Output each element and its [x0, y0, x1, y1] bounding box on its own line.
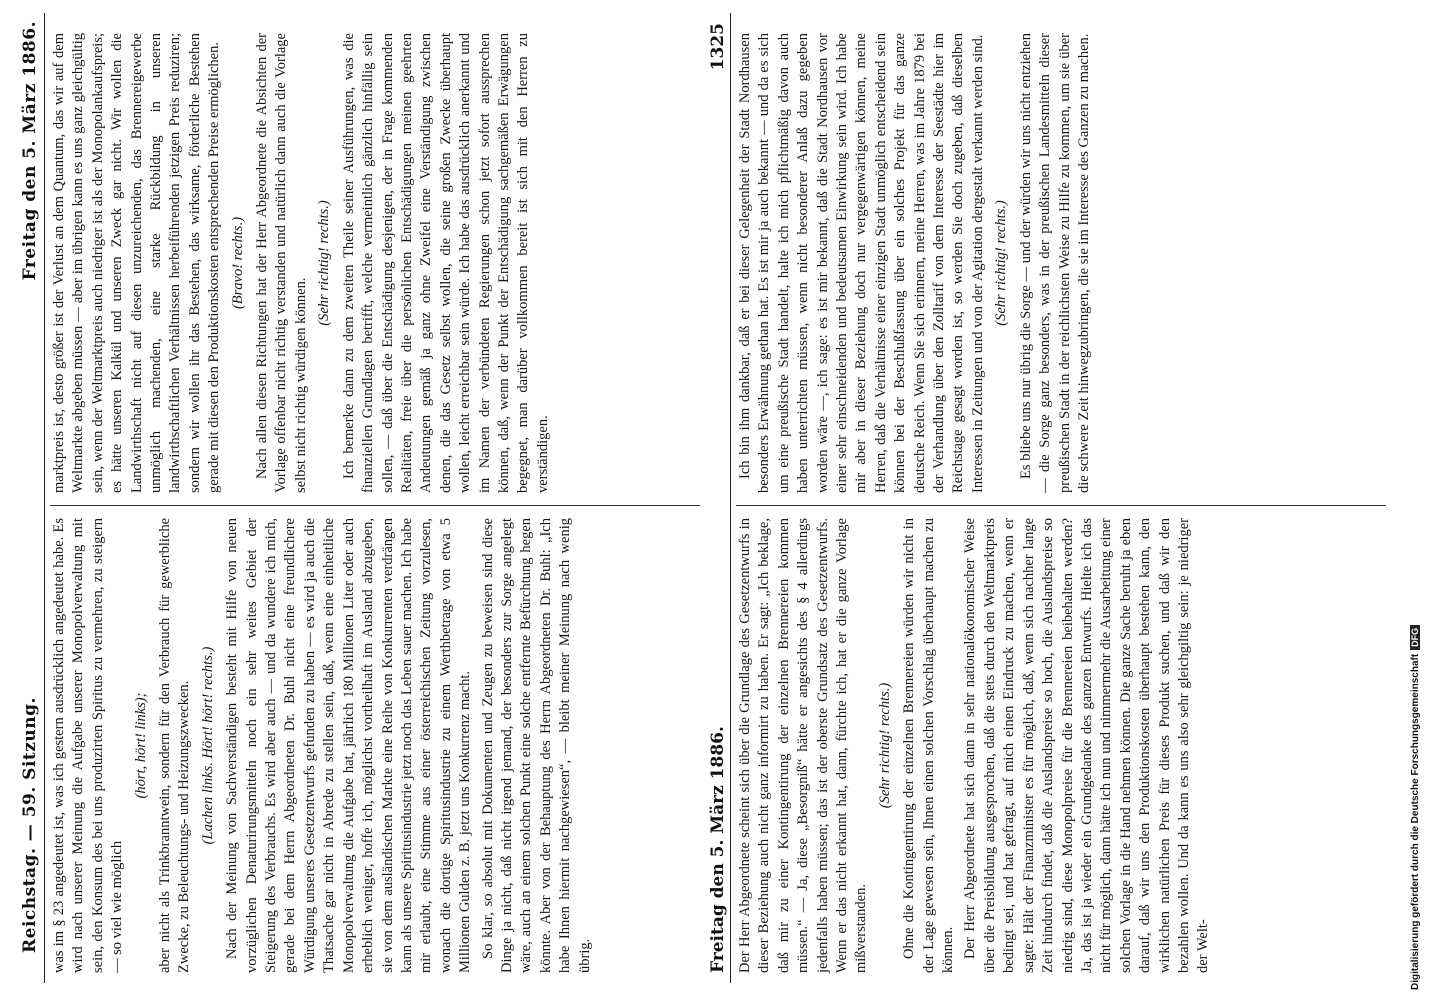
interjection: (Sehr richtig! rechts.) — [876, 682, 893, 809]
paragraph: So klar, so absolut mit Dokumenten und Zeugen zu beweisen sind diese Dinge ja nicht, daß nicht irgend jemand, der besonders zur Sorge angelegt wäre, auch an einem solchen Punkt eine solche entfernte Befürchtung hegen könnte. Aber von der Behauptung des Herrn Abgeordneten Dr. Buhl: „Ich habe Ihnen hiermit nachgewiesen“, — bleibt meiner Meinung nach wenig übrig. — [479, 518, 593, 973]
paragraph: was im § 23 angedeutet ist, was ich gestern ausdrücklich angedeutet habe. Es wird nach unserer Meinung die Aufgabe unserer Monopolverwaltung mit sein, den Konsum des bei uns produzirten Spiritus zu vermehren, zu steigern — so viel wie möglich — [51, 518, 126, 973]
dfg-logo: DFG — [1410, 625, 1420, 650]
rotated-page — [16, 13, 1406, 983]
column-divider — [50, 505, 700, 506]
interjection: (Sehr richtig! rechts.) — [993, 200, 1010, 326]
paragraph: Nach allen diesen Richtungen hat der Herr Abgeordnete die Absichten der Vorlage offenbar nicht richtig verstanden und natürlich dann auch die Vorlage selbst nicht richtig würdigen können. — [254, 33, 309, 493]
text-column-b — [50, 33, 700, 493]
text-column-d — [736, 33, 1386, 493]
interjection: (Bravo! rechts.) — [229, 216, 246, 310]
paragraph: Der Herr Abgeordnete scheint sich über die Grundlage des Gesetzentwurfs in dieser Beziehung auch nicht ganz informirt zu haben. Er sagt: „Ich beklage, daß mir zu einer Kontingentirung der einzelnen Brennereien kommen müssen.“ — Ja, diese „Besorgniß“ hätte er angesichts des § 4 allerdings jedenfalls haben müssen; das ist der oberste Grundsatz des Gesetzentwurfs. Wenn er das nicht erkannt hat, dann, fürchte ich, hat er die ganze Vorlage mißverstanden. — [737, 518, 870, 973]
running-head-left: Reichstag. — 59. Sitzung. — [20, 697, 40, 953]
second-running-head: Freitag den 5. März 1886. — [708, 726, 728, 973]
paragraph: Ohne die Kontingentirung der einzelnen Brennereien würden wir nicht in der Lage gewesen sein, Ihnen einen solchen Vorschlag überhaupt machen zu können. — [901, 518, 957, 973]
interjection: (Sehr richtig! rechts.) — [316, 200, 333, 326]
page-header — [16, 13, 45, 983]
credit-text: Digitalisierung gefördert durch die Deutsche Forschungsgemeinschaft — [1410, 653, 1421, 990]
text-column-c — [736, 518, 1386, 973]
paragraph: marktpreis ist, desto größer ist der Verlust an dem Quantum, das wir auf dem Weltmarkte abgeben müssen — aber im übrigen kann es uns ganz gleichgültig sein, wenn der Weltmarktpreis auch niedriger ist als der Monopolankaufspreis; es hätte unseren Kalkül und unseren Zweck gar nicht. Wir wollen die Landwirthschaft nicht auf diesen unzureichenden, das Brennereigewerbe unmöglich machenden, eine starke Rückbildung in unseren landwirthschaftlichen Verhältnissen herbeiführenden jetzigen Preis reduziren; sondern wir wollen ihr das Bestehen, das wirksame, förderliche Bestehen gerade mit diesen den Produktionskosten entsprechenden Preise ermöglichen. — [51, 33, 223, 493]
second-page-header — [706, 13, 731, 983]
paragraph: Ich bemerke dann zu dem zweiten Theile seiner Ausführungen, was die finanziellen Grundlagen betrifft, welche vermeintlich gänzlich hinfällig sein sollen, — daß über die Entschädigung desjenigen, der in Frage kommenden Realitäten, freie über die persönlichen Entschädigungen meinen geehrten Andeutungen gemäß ja ganz ohne Zweifel eine Verständigung zwischen denen, die das Gesetz selbst wollen, die seine großen Zwecke überhaupt wollen, leicht erreichbar sein würde. Ich habe das ausdrücklich anerkannt und im Namen der verbündeten Regierungen schon jetzt sofort aussprechen können, daß, wenn der Punkt der Entschädigung sachgemäßen Erwägungen begegnet, man darüber vollkommen bereit ist sich mit den Herren zu verständigen. — [340, 33, 551, 493]
paragraph: Nach der Meinung von Sachverständigen besteht mit Hilfe von neuen vorzüglichen Denaturirungsmitteln noch ein sehr weites Gebiet der Steigerung des Verbrauchs. Es wird aber auch — und da wundere ich mich, gerade bei dem Herrn Abgeordneten Dr. Buhl nicht eine freundlichere Würdigung unseres Gesetzentwurfs gefunden zu haben — es wird ja auch die Thatsache gar nicht in Abrede zu stellen sein, daß, wenn eine einheitliche Monopolverwaltung die Aufgabe hat, jährlich 180 Millionen Liter oder auch erheblich weniger, hoffe ich, möglichst vortheilhaft im Ausland abzugeben, sie von dem ausländischen Markte eine Reihe von Konkurrenten verdrängen kann als unsere Spiritusindustrie jetzt noch das Leben sauer machen. Ich habe mir erlaubt, eine Stimme aus einer österreichischen Zeitung vorzulesen, wonach die dortige Spiritusindustrie zu einem Werthbetrage von etwa 5 Millionen Gulden z. B. jetzt uns Konkurrenz macht. — [224, 518, 474, 973]
interjection: (Lachen links. Hört! hört! rechts.) — [199, 646, 216, 845]
digitization-credit — [1410, 625, 1421, 990]
paragraph: aber nicht als Trinkbranntwein, sondern für den Verbrauch für gewerbliche Zwecke, zu Beleuchtungs- und Heizungszwecken. — [157, 518, 193, 973]
page-number: 1325 — [708, 23, 728, 71]
paragraph: Es bliebe uns nur übrig die Sorge — und der würden wir uns nicht entziehen — die Sorge ganz besonders, was in der preußischen Landesmitteln dieser preußischen Stadt in der reichlichsten Weise zu Hilfe zu kommen, um sie über die schwere Zeit hinwegzubringen, die sie im Interesse des Ganzen zu machen. — [1017, 33, 1092, 493]
text-column-a — [50, 518, 700, 973]
column-divider — [736, 505, 1386, 506]
paragraph: Ich bin ihm dankbar, daß er bei dieser Gelegenheit der Stadt Nordhausen besonders Erwähnung gethan hat. Es ist mir ja auch bekannt — und da es sich um eine preußische Stadt handelt, halte ich mich pflichtmäßig davon auch haben unterrichten müssen, wenn nicht besonderer Anlaß dazu gegeben worden wäre —, ich sage: es ist mir bekannt, daß die Stadt Nordhausen vor einer sehr einschneidenden und bedeutsamen Einwirkung sein wird. Ich habe mir aber in dieser Beziehung doch nur vergegenwärtigen können, meine Herren, daß die Verhältnisse einer einzigen Stadt unmöglich entscheidend sein können bei der Beschlußfassung über ein solches Projekt für das ganze deutsche Reich. Wenn Sie sich erinnern, meine Herren, was im Jahre 1879 bei der Verhandlung über den Zolltarif von dem Interesse der Seestädte hier im Reichstage gesagt worden ist, so werden Sie doch zugeben, daß dieselben Interessen in Zeitungen und von der Agitation dergestalt verkannt werden sind. — [737, 33, 986, 493]
interjection: (hört, hört! links); — [132, 692, 149, 799]
paragraph: Der Herr Abgeordnete hat sich dann in sehr nationalökonomischer Weise über die Preisbildung ausgesprochen, daß die stets durch den Weltmarktpreis bedingt sei, und hat gefragt, auf mich einen Eindruck zu machen, wenn er sagte: Hält der Finanzminister es für möglich, daß, wenn sich nachher lange Zeit hindurch findet, daß die Auslandspreise so hoch, die Auslandspreise so niedrig sind, diese Monopolpreise für die Brennereien beibehalten werden? Ja, das ist ja wieder ein Grundgedanke des ganzen Entwurfs. Hielte ich das nicht für möglich, dann hätte ich nun und nimmermehr die Ausarbeitung einer solchen Vorlage in die Hand nehmen können. Die ganze Sache beruht ja eben darauf, daß wir uns den Produktionskosten überhaupt bestehen kann, den wirklichen natürlichen Preis für dieses Produkt suchen, und daß wir den bezahlen wollen. Und da kann es uns also sehr gleichgiltig sein: je niedriger der Welt- — [962, 518, 1212, 973]
running-head-right: Freitag den 5. März 1886. — [20, 21, 40, 281]
